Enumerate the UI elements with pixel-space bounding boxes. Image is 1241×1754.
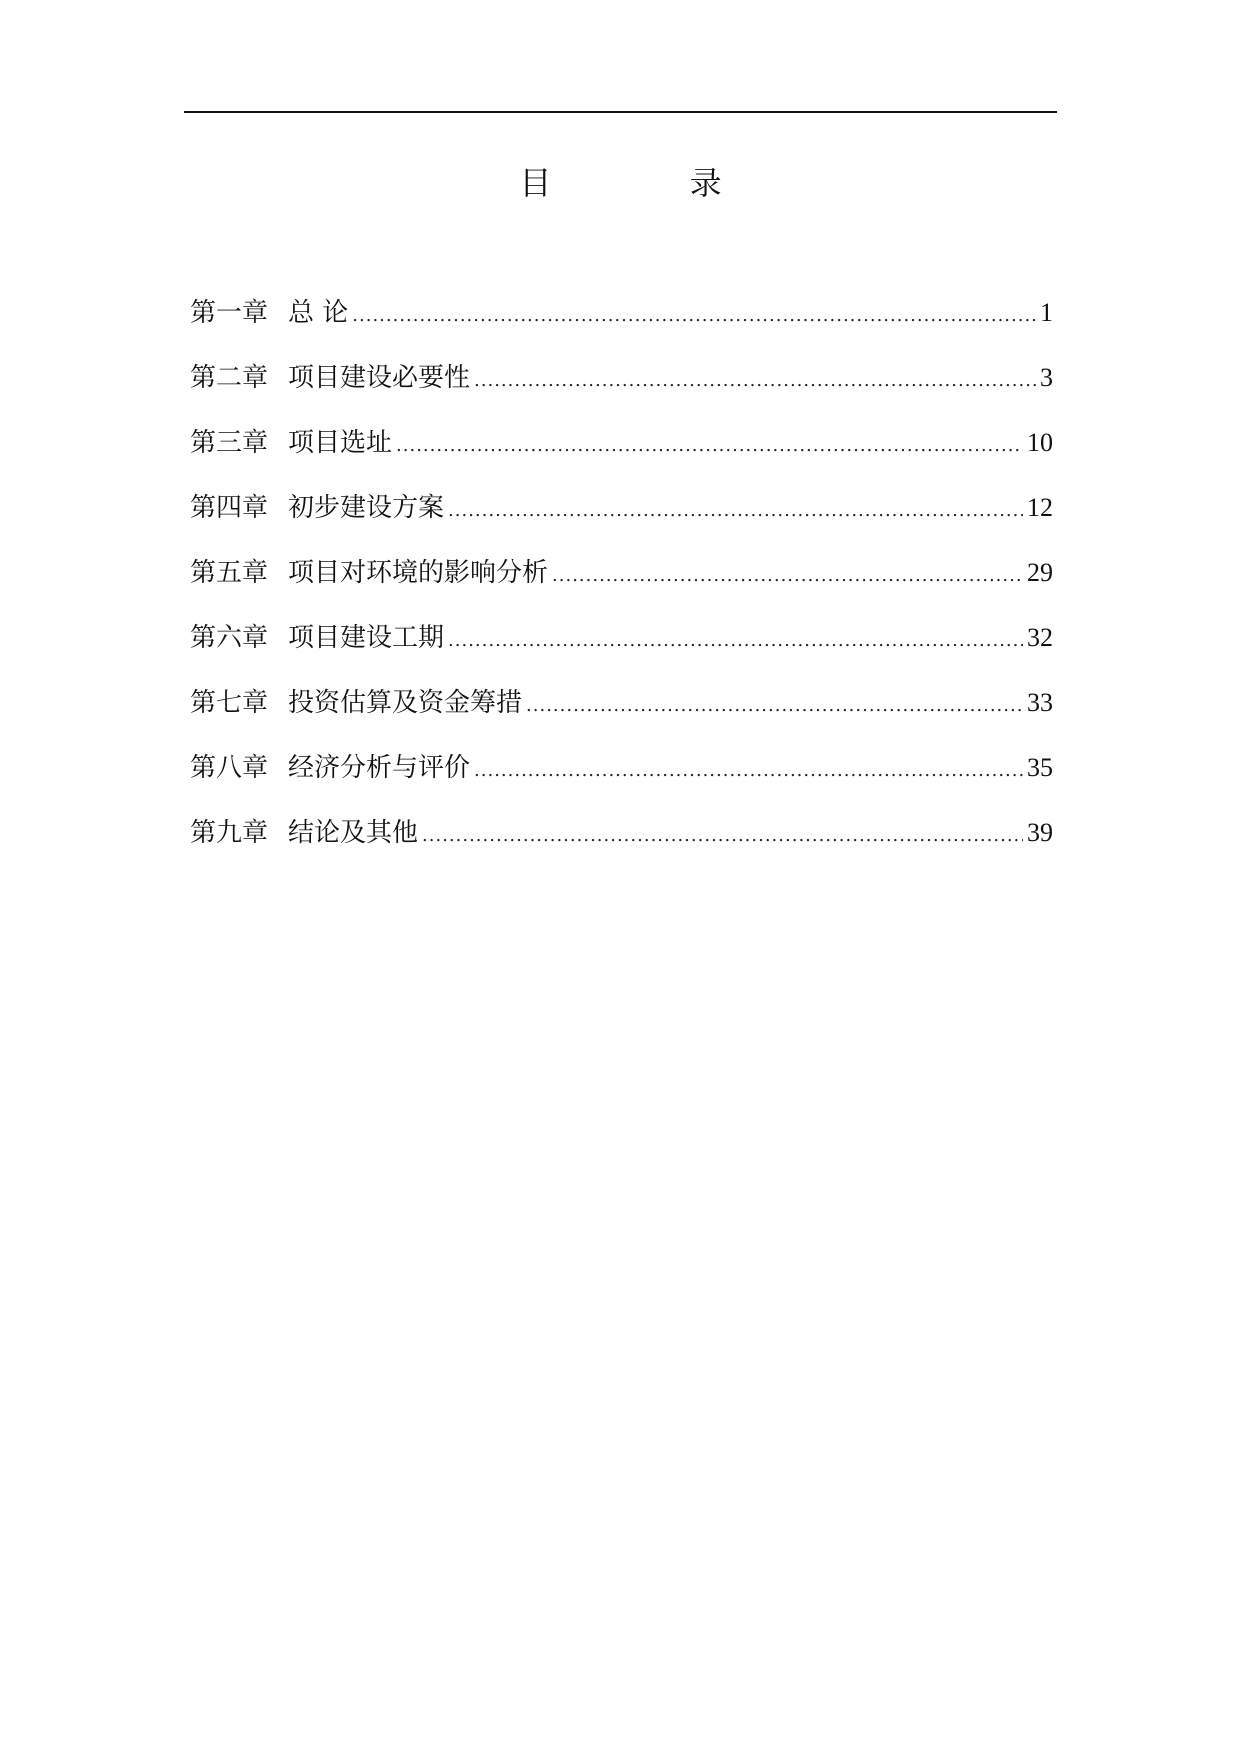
toc-dot-leader [474, 361, 1036, 401]
toc-chapter-number: 第七章 [190, 688, 269, 718]
toc-page-number: 32 [1027, 623, 1053, 652]
toc-chapter-number: 第一章 [190, 298, 269, 328]
toc-dot-leader [474, 751, 1023, 791]
toc-entry-chapter-9[interactable] [190, 813, 1053, 878]
toc-page-number: 33 [1027, 688, 1053, 717]
toc-chapter-heading: 投资估算及资金筹措 [288, 688, 523, 718]
toc-chapter-number: 第八章 [190, 753, 269, 783]
table-of-contents [190, 293, 1053, 878]
toc-chapter-number: 第四章 [190, 493, 269, 523]
toc-chapter-heading: 项目选址 [288, 428, 393, 458]
toc-dot-leader [526, 686, 1023, 726]
toc-entry-chapter-5[interactable] [190, 553, 1053, 618]
toc-chapter-number: 第六章 [190, 623, 269, 653]
header-rule [184, 111, 1057, 113]
toc-chapter-number: 第五章 [190, 558, 269, 588]
toc-chapter-number: 第三章 [190, 428, 269, 458]
toc-chapter-number: 第九章 [190, 818, 269, 848]
toc-entry-chapter-1[interactable] [190, 293, 1053, 358]
toc-dot-leader [552, 556, 1023, 596]
toc-entry-chapter-2[interactable] [190, 358, 1053, 423]
toc-chapter-heading: 项目建设工期 [288, 623, 445, 653]
toc-page-number: 12 [1027, 493, 1053, 522]
toc-page-number: 10 [1027, 428, 1053, 457]
toc-dot-leader [448, 621, 1023, 661]
toc-title: 目 录 [519, 164, 786, 202]
toc-entry-chapter-6[interactable] [190, 618, 1053, 683]
toc-chapter-heading: 总 论 [288, 298, 349, 328]
toc-chapter-heading: 经济分析与评价 [288, 753, 471, 783]
toc-entry-chapter-3[interactable] [190, 423, 1053, 488]
toc-page-number: 29 [1027, 558, 1053, 587]
toc-entry-chapter-8[interactable] [190, 748, 1053, 813]
toc-page-number: 3 [1040, 363, 1053, 392]
toc-chapter-heading: 结论及其他 [288, 818, 419, 848]
toc-dot-leader [352, 296, 1036, 336]
toc-dot-leader [396, 426, 1023, 466]
toc-page-number: 39 [1027, 818, 1053, 847]
toc-chapter-heading: 项目对环境的影响分析 [288, 558, 549, 588]
toc-entry-chapter-4[interactable] [190, 488, 1053, 553]
toc-dot-leader [422, 816, 1023, 856]
toc-chapter-number: 第二章 [190, 363, 269, 393]
toc-dot-leader [448, 491, 1023, 531]
toc-page-number: 1 [1040, 298, 1053, 327]
toc-chapter-heading: 初步建设方案 [288, 493, 445, 523]
toc-chapter-heading: 项目建设必要性 [288, 363, 471, 393]
toc-entry-chapter-7[interactable] [190, 683, 1053, 748]
toc-page-number: 35 [1027, 753, 1053, 782]
